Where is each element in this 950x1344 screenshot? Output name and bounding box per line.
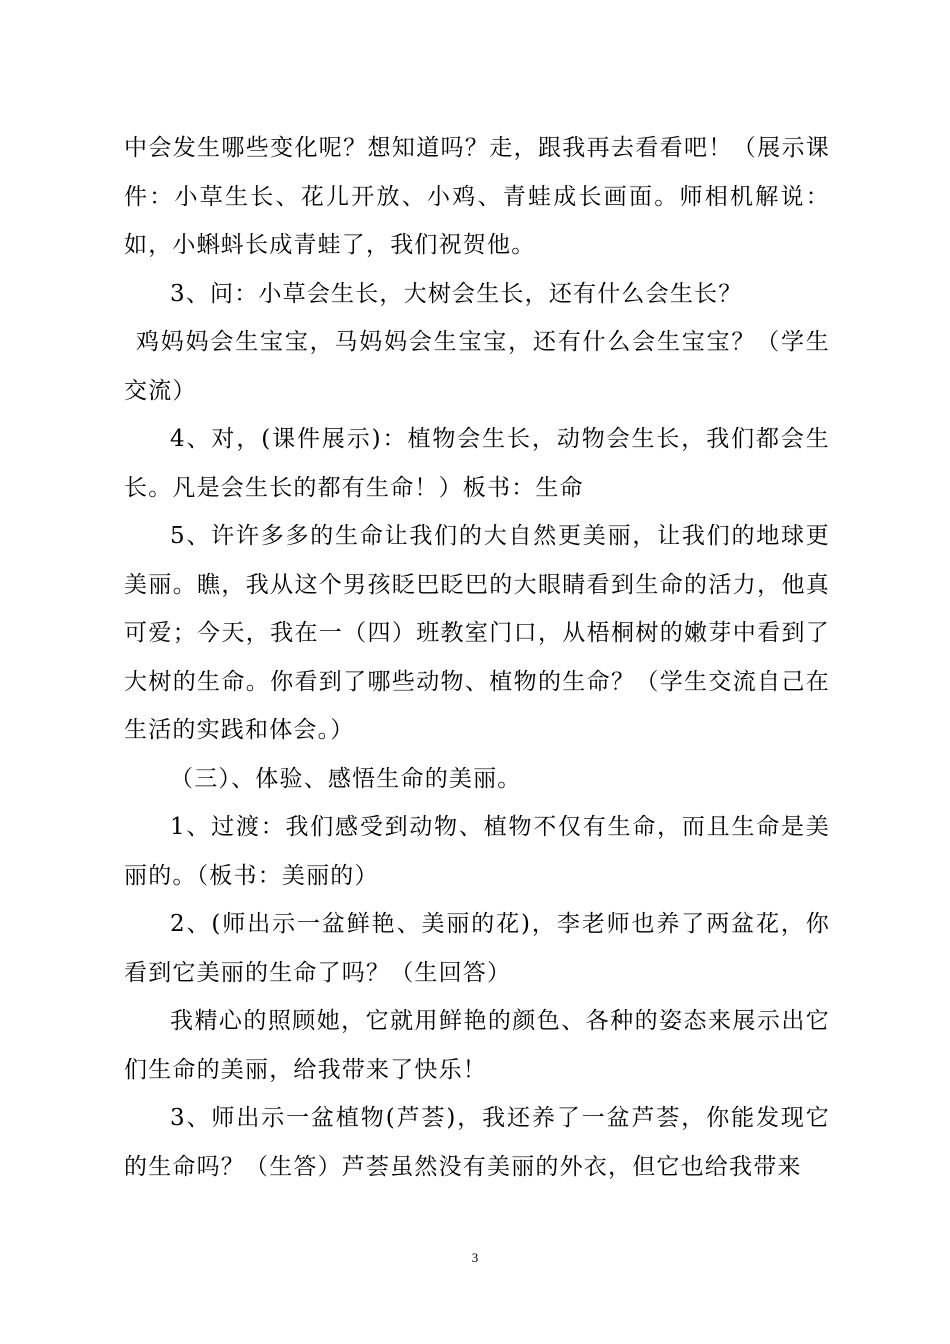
paragraph-5: 5、许许多多的生命让我们的大自然更美丽，让我们的地球更美丽。瞧，我从这个男孩眨巴眨巴的大眼睛看到生命的活力，他真可爱；今天，我在一（四）班教室门口，从梧桐树的嫩芽中看到了大树的生命。你看到了哪些动物、植物的生命？（学生交流自己在生活的实践和体会。） xyxy=(124,523,830,743)
paragraph-3: 鸡妈妈会生宝宝，马妈妈会生宝宝，还有什么会生宝宝？（学生交流） xyxy=(124,329,830,404)
paragraph-9: 3、师出示一盆植物(芦荟)，我还养了一盆芦荟，你能发现它的生命吗？（生答）芦荟虽然没有美丽的外衣，但它也给我带来 xyxy=(124,1105,830,1180)
paragraph-6: 1、过渡：我们感受到动物、植物不仅有生命，而且生命是美丽的。（板书：美丽的） xyxy=(124,814,830,889)
document-body xyxy=(124,124,830,1191)
paragraph-8: 我精心的照顾她，它就用鲜艳的颜色、各种的姿态来展示出它们生命的美丽，给我带来了快乐！ xyxy=(124,1008,830,1083)
page-number: 3 xyxy=(471,1250,479,1265)
section-heading: （三）、体验、感悟生命的美丽。 xyxy=(170,765,522,792)
paragraph-1: 中会发生哪些变化呢？想知道吗？走，跟我再去看看吧！（展示课件：小草生长、花儿开放、小鸡、青蛙成长画面。师相机解说：如，小蝌蚪长成青蛙了，我们祝贺他。 xyxy=(124,135,830,258)
paragraph-2: 3、问：小草会生长，大树会生长，还有什么会生长？ xyxy=(170,280,743,307)
paragraph-4: 4、对，(课件展示)：植物会生长，动物会生长，我们都会生长。凡是会生长的都有生命！）板书：生命 xyxy=(124,426,830,501)
paragraph-7: 2、(师出示一盆鲜艳、美丽的花)，李老师也养了两盆花，你看到它美丽的生命了吗？（生回答） xyxy=(124,911,830,986)
